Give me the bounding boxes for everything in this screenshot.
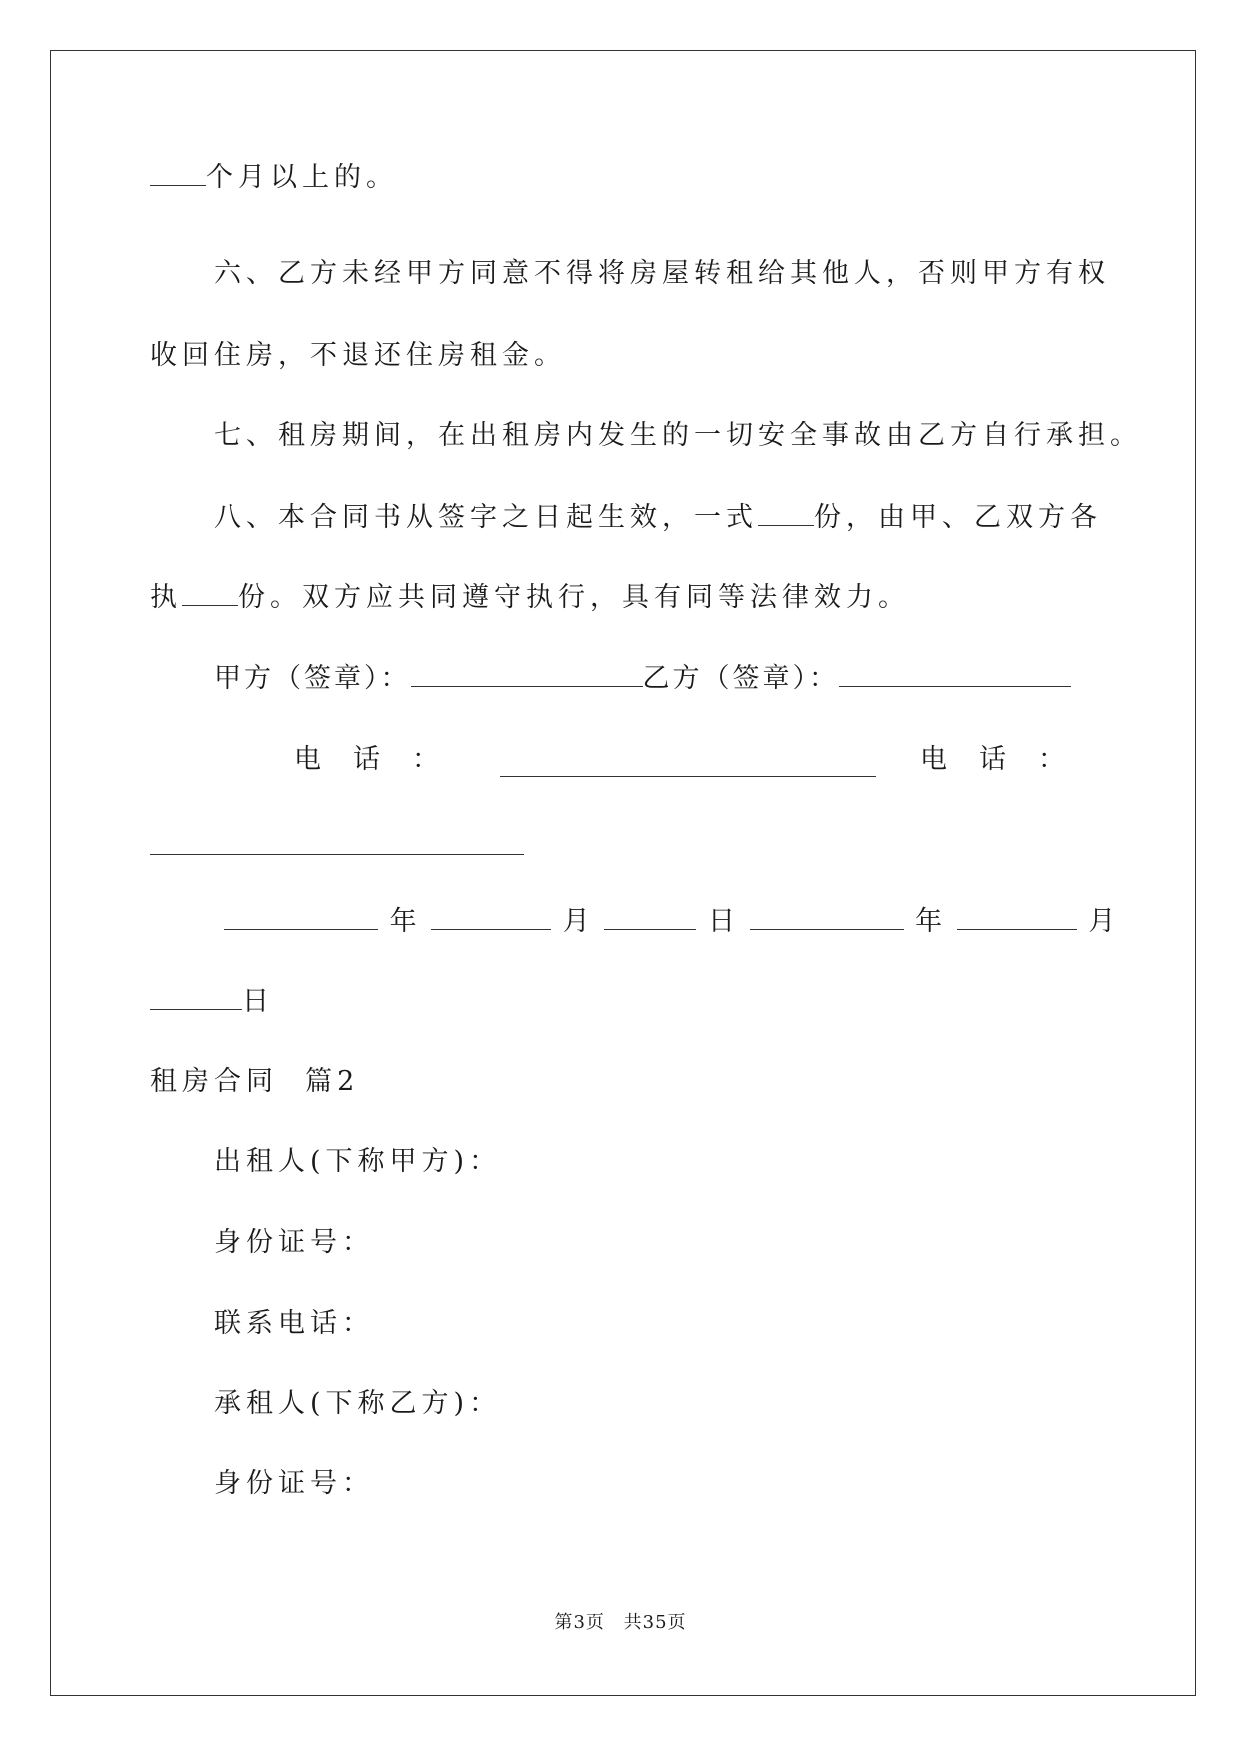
phone-label-2: 电话： [920, 744, 1097, 775]
lessor-id-line: 身份证号： [214, 1227, 374, 1258]
phone-label-1: 电话： [294, 744, 471, 775]
lessee-line: 承租人(下称乙方)： [214, 1388, 502, 1419]
lessee-id-line: 身份证号： [214, 1468, 374, 1499]
year-blank-1 [224, 905, 378, 930]
day-blank-1 [604, 905, 696, 930]
phone-blank-2 [150, 830, 524, 855]
month-label-2: 月 [1088, 906, 1119, 937]
page-number-current: 第3页 [554, 1612, 605, 1633]
phone-blank-1 [500, 752, 876, 777]
signature-line [214, 661, 1071, 697]
month-blank-1 [431, 905, 551, 930]
year-blank-2 [750, 905, 904, 930]
date-line [224, 904, 1118, 940]
clause-eight-line-1 [214, 500, 1102, 536]
party-b-signature-blank [839, 662, 1071, 687]
clause-seven: 七、租房期间，在出租房内发生的一切安全事故由乙方自行承担。 [214, 420, 1142, 451]
fill-blank [182, 581, 238, 606]
party-a-signature-label: 甲方（签章）： [214, 663, 411, 694]
section-title: 租房合同 篇2 [150, 1066, 360, 1097]
clause-eight-line-2 [150, 580, 910, 616]
clause-six-line-1: 六、乙方未经甲方同意不得将房屋转租给其他人，否则甲方有权 [214, 258, 1110, 289]
day-label-1: 日 [707, 906, 738, 937]
contact-phone-line: 联系电话： [214, 1308, 374, 1339]
fill-blank [758, 501, 814, 526]
day-label-2: 日 [242, 986, 274, 1017]
year-label-2: 年 [915, 906, 946, 937]
text-segment: 执 [150, 582, 182, 613]
text-segment: 八、本合同书从签字之日起生效，一式 [214, 502, 758, 533]
page-border [50, 50, 1196, 1696]
lessor-line: 出租人(下称甲方)： [214, 1146, 502, 1177]
text-segment: 份，由甲、乙双方各 [814, 502, 1102, 533]
clause-six-line-2: 收回住房，不退还住房租金。 [150, 340, 566, 371]
text-line-1 [150, 160, 398, 196]
text-segment: 份。双方应共同遵守执行，具有同等法律效力。 [238, 582, 910, 613]
fill-blank [150, 161, 206, 186]
party-b-signature-label: 乙方（签章）： [642, 663, 839, 694]
month-blank-2 [957, 905, 1077, 930]
party-a-signature-blank [411, 662, 643, 687]
day-blank-2 [150, 985, 242, 1010]
page-number-total: 共35页 [623, 1612, 687, 1633]
text-segment: 个月以上的。 [206, 162, 398, 193]
page-footer [0, 1608, 1241, 1634]
month-label-1: 月 [562, 906, 593, 937]
year-label-1: 年 [389, 906, 420, 937]
date-line-2 [150, 984, 274, 1020]
